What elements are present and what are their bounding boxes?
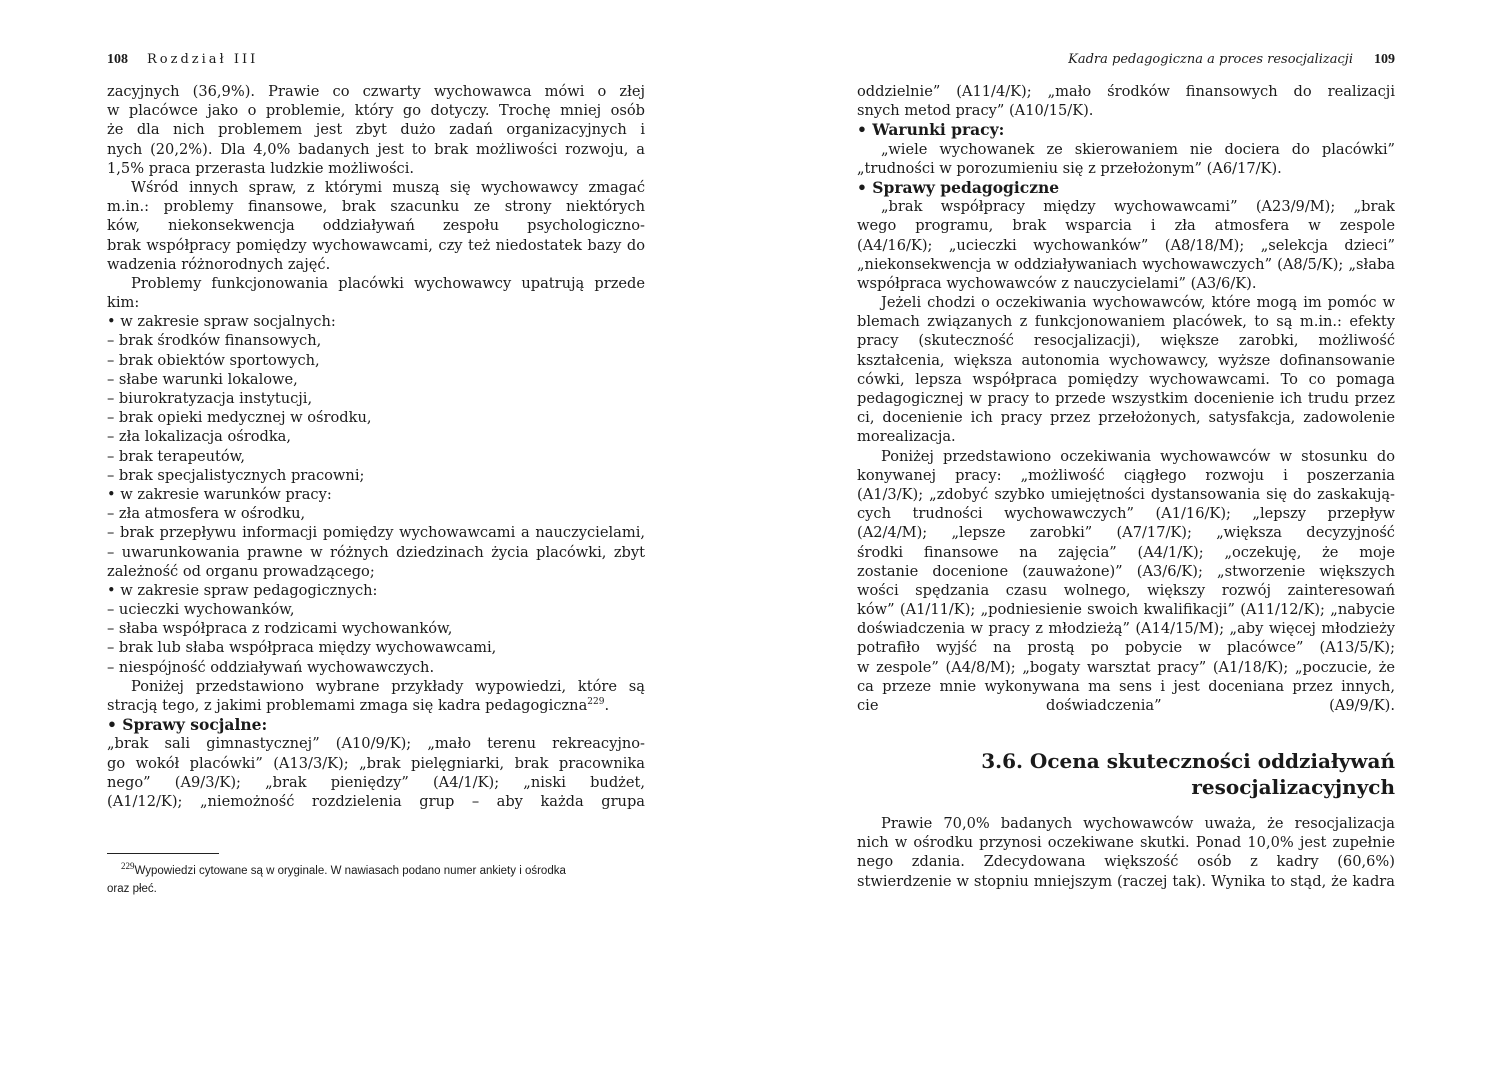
text-line: w zespole” (A4/8/M); „bogaty warsztat pracy” (A1/18/K); „poczucie, że <box>857 658 1395 676</box>
text-line: ków” (A1/11/K); „podniesienie swoich kwalifikacji” (A11/12/K); „nabycie <box>857 601 1395 619</box>
text-line: • Warunki pracy: <box>857 120 1005 140</box>
text-line: nego” (A9/3/K); „brak pieniędzy” (A4/1/K); „niski budżet, <box>107 773 645 791</box>
text-line: – biurokratyzacja instytucji, <box>107 390 313 407</box>
text-line: kim: <box>107 294 140 312</box>
text-line: cych trudności wychowawczych” (A1/16/K); „lepszy przepływ <box>857 505 1395 523</box>
text-line: zacyjnych (36,9%). Prawie co czwarty wychowawca mówi o złej <box>107 83 645 100</box>
text-line: – brak lub słaba współpraca między wychowawcami, <box>107 639 497 657</box>
text-line: pracy (skuteczność resocjalizacji), większe zarobki, możliwość <box>857 332 1395 350</box>
left-body-text <box>107 82 645 811</box>
footnote-rule <box>107 853 219 854</box>
left-page-number: 108 <box>107 52 128 67</box>
text-line: w placówce jako o problemie, który go dotyczy. Trochę mniej osób <box>107 102 645 120</box>
text-line: m.in.: problemy finansowe, brak szacunku ze strony niektórych <box>107 198 645 216</box>
text-line: kształcenia, większa autonomia wychowawcy, wyższe dofinansowanie <box>857 351 1395 369</box>
footnote-number: 229 <box>121 861 135 872</box>
text-line: ca przeze mnie wykonywana ma sens i jest doceniana przez innych, <box>857 677 1395 695</box>
text-line: • Sprawy pedagogiczne <box>857 177 1060 197</box>
text-line: „niekonsekwencja w oddziaływaniach wychowawczych” (A8/5/K); „słaba <box>857 255 1395 273</box>
text-line: – brak terapeutów, <box>107 447 246 465</box>
text-line: – brak opieki medycznej w ośrodku, <box>107 409 372 427</box>
text-line: Prawie 70,0% badanych wychowawców uważa, że resocjalizacja <box>881 815 1395 832</box>
text-line: – ucieczki wychowanków, <box>107 601 295 619</box>
text-line: ków, niekonsekwencja oddziaływań zespołu psychologiczno- <box>107 217 645 235</box>
text-line: (A1/3/K); „zdobyć szybko umiejętności dystansowania się do zaskakują- <box>857 485 1395 503</box>
text-line: (A4/16/K); „ucieczki wychowanków” (A8/18/M); „selekcja dzieci” <box>857 236 1395 254</box>
text-line: – słaba współpraca z rodzicami wychowanków, <box>107 620 453 638</box>
text-line: doświadczenia w pracy z młodzieżą” (A14/15/M); „aby więcej młodzieży <box>857 620 1395 638</box>
text-line: – zła atmosfera w ośrodku, <box>107 505 306 523</box>
text-line: wego programu, brak wsparcia i zła atmosfera w zespole <box>857 217 1395 235</box>
text-line: Jeżeli chodzi o oczekiwania wychowawców, które mogą im pomóc w <box>881 294 1395 312</box>
text-line: cówki, lepsza współpraca pomiędzy wychowawcami. To co pomaga <box>857 370 1395 388</box>
right-running-head <box>857 52 1395 72</box>
text-line: wości spędzania czasu wolnego, większy rozwój zainteresowań <box>857 581 1395 599</box>
text-line: • w zakresie warunków pracy: <box>107 485 332 503</box>
text-line: ci, docenienie ich pracy przez przełożonych, satysfakcja, zadowolenie <box>857 409 1395 427</box>
text-line: – brak obiektów sportowych, <box>107 351 320 369</box>
section-heading <box>857 748 1395 800</box>
text-line: – zła lokalizacja ośrodka, <box>107 428 292 446</box>
text-line: (A2/4/M); „lepsze zarobki” (A7/17/K); „większa decyzyjność <box>857 524 1395 542</box>
footnote-line: Wypowiedzi cytowane są w oryginale. W nawiasach podano numer ankiety i ośrodka <box>134 865 566 877</box>
text-line: • w zakresie spraw pedagogicznych: <box>107 581 378 599</box>
text-line: nich w ośrodku przynosi oczekiwane skutki. Ponad 10,0% jest zupełnie <box>857 834 1395 852</box>
text-line: • w zakresie spraw socjalnych: <box>107 313 336 331</box>
text-line: (A1/12/K); „niemożność rozdzielenia grup – aby każda grupa <box>107 792 645 810</box>
text-line: Poniżej przedstawiono wybrane przykłady wypowiedzi, które są <box>131 677 645 695</box>
text-line: – brak środków finansowych, <box>107 332 322 350</box>
section-body-text <box>857 814 1395 891</box>
text-line: współpraca wychowawców z nauczycielami” (A3/6/K). <box>857 274 1257 292</box>
chapter-label: Rozdział III <box>147 52 259 67</box>
running-title: Kadra pedagogiczna a proces resocjalizacji <box>1068 52 1353 67</box>
text-line: stwierdzenie w stopniu mniejszym (raczej tak). Wynika to stąd, że kadra <box>857 872 1395 890</box>
text-line: snych metod pracy” (A10/15/K). <box>857 102 1094 120</box>
footnote-line: oraz płeć. <box>107 883 157 895</box>
text-line: „brak współpracy między wychowawcami” (A23/9/M); „brak <box>881 198 1395 216</box>
text-line: środki finansowe na zajęcia” (A4/1/K); „oczekuję, że moje <box>857 543 1395 561</box>
section-heading-line: resocjalizacyjnych <box>1191 775 1395 799</box>
text-line: – niespójność oddziaływań wychowawczych. <box>107 658 435 676</box>
text-line: stracją tego, z jakimi problemami zmaga się kadra pedagogiczna$^{229}$. <box>107 697 610 714</box>
footnote-reference: 229 <box>587 697 605 708</box>
text-line: „trudności w porozumieniu się z przełożonym” (A6/17/K). <box>857 159 1282 177</box>
text-line: potrafiło wyjść na prostą po pobycie w placówce” (A13/5/K); <box>857 639 1395 657</box>
right-page <box>857 0 1395 1066</box>
text-line: – brak przepływu informacji pomiędzy wychowawcami a nauczycielami, <box>107 524 645 542</box>
text-line: „wiele wychowanek ze skierowaniem nie dociera do placówki” <box>881 140 1395 158</box>
text-line: – brak specjalistycznych pracowni; <box>107 466 365 484</box>
text-line: cie doświadczenia” (A9/9/K). <box>857 697 1395 714</box>
text-line: nego zdania. Zdecydowana większość osób z kadry (60,6%) <box>857 853 1395 871</box>
right-page-number: 109 <box>1374 52 1395 67</box>
right-body-text <box>857 82 1395 715</box>
text-line: Problemy funkcjonowania placówki wychowawcy upatrują przede <box>131 274 645 292</box>
text-line: zostanie docenione (zauważone)” (A3/6/K); „stworzenie większych <box>857 562 1395 580</box>
section-heading-line: 3.6. Ocena skuteczności oddziaływań <box>981 749 1395 773</box>
text-line: – słabe warunki lokalowe, <box>107 370 298 388</box>
text-line: go wokół placówki” (A13/3/K); „brak pielęgniarki, brak pracownika <box>107 754 645 772</box>
text-line: że dla nich problemem jest zbyt dużo zadań organizacyjnych i <box>107 121 645 139</box>
text-line: Wśród innych spraw, z którymi muszą się wychowawcy zmagać <box>131 178 645 196</box>
text-line: – uwarunkowania prawne w różnych dziedzinach życia placówki, zbyt <box>107 543 645 561</box>
text-line: brak współpracy pomiędzy wychowawcami, czy też niedostatek bazy do <box>107 236 645 254</box>
text-line: nych (20,2%). Dla 4,0% badanych jest to brak możliwości rozwoju, a <box>107 140 645 158</box>
text-line: 1,5% praca przerasta ludzkie możliwości. <box>107 159 415 177</box>
text-line: konywanej pracy: „możliwość ciągłego rozwoju i poszerzania <box>857 466 1395 484</box>
text-line: oddzielnie” (A11/4/K); „mało środków finansowych do realizacji <box>857 83 1395 100</box>
text-line: • Sprawy socjalne: <box>107 715 268 735</box>
footnote <box>107 861 645 898</box>
text-line: wadzenia różnorodnych zajęć. <box>107 255 331 273</box>
text-line: blemach związanych z funkcjonowaniem placówek, to są m.in.: efekty <box>857 313 1395 331</box>
left-running-head <box>107 52 645 72</box>
text-line: Poniżej przedstawiono oczekiwania wychowawców w stosunku do <box>881 447 1395 465</box>
left-page <box>107 0 645 1066</box>
text-line: pedagogicznej w pracy to przede wszystkim docenienie ich trudu przez <box>857 390 1395 407</box>
text-line: zależność od organu prowadzącego; <box>107 562 375 580</box>
text-line: morealizacja. <box>857 428 956 446</box>
text-line: „brak sali gimnastycznej” (A10/9/K); „mało terenu rekreacyjno- <box>107 735 645 753</box>
